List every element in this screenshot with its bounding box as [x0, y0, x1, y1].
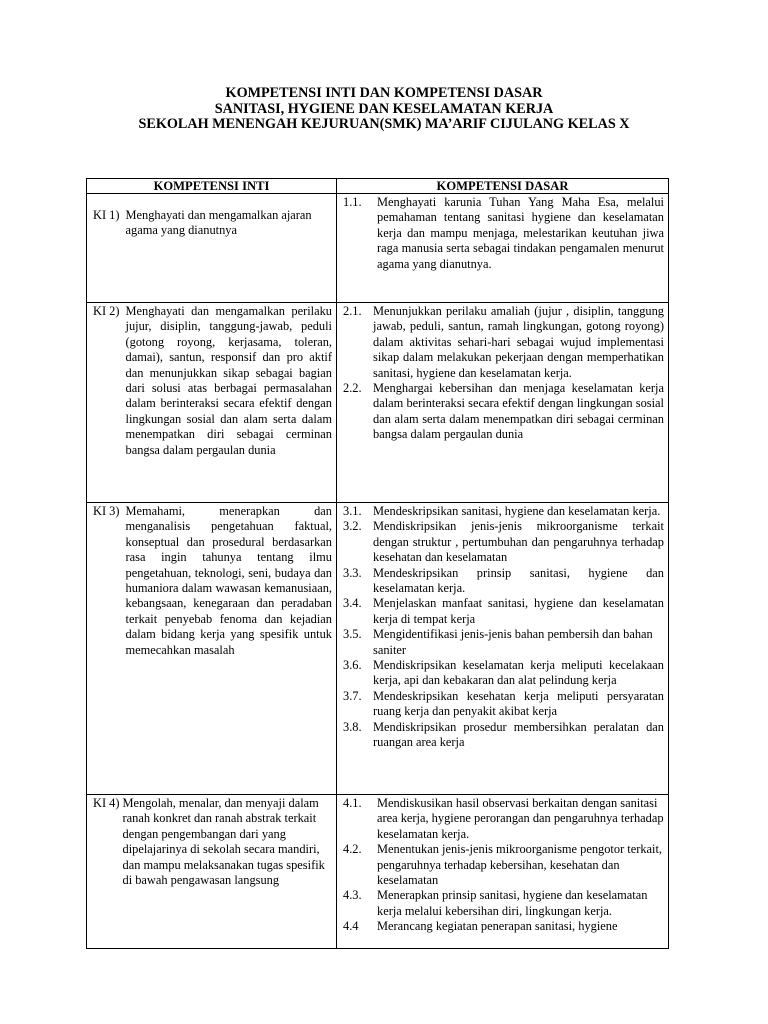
header-kompetensi-dasar: KOMPETENSI DASAR [337, 179, 669, 194]
title-line-3: SEKOLAH MENENGAH KEJURUAN(SMK) MA’ARIF CIJULANG KELAS X [138, 116, 630, 132]
ki-text: Mengolah, menalar, dan menyaji dalam ranah konkret dan ranah abstrak terkait dengan pengembangan dari yang dipelajarinya di sekolah secara mandiri, dan mampu melaksanakan tugas spesifik di bawah pengawasan langsung [122, 796, 325, 888]
kd-item [343, 381, 664, 443]
kd-number: 4.3. [343, 888, 362, 903]
kd-cell [337, 795, 669, 949]
kd-item [343, 566, 664, 597]
ki-cell [87, 795, 337, 949]
ki-cell [87, 303, 337, 503]
kd-text: Menunjukkan perilaku amaliah (jujur , disiplin, tanggung jawab, peduli, santun, ramah lingkungan, gotong royong) dalam aktivitas sehari-hari sebagai wujud implementasi sikap dalam melakukan pekerjaan dengan memperhatikan sanitasi, hygiene dan keselamatan kerja. [373, 304, 664, 380]
table-header-row [87, 179, 669, 194]
kd-text: Merancang kegiatan penerapan sanitasi, hygiene [377, 919, 618, 934]
kd-item [343, 304, 664, 381]
kd-number: 4.2. [343, 842, 362, 857]
kd-text: Mendiskripsikan prosedur membersihkan peralatan dan ruangan area kerja [373, 719, 664, 750]
table-row [87, 303, 669, 503]
title-line-2: SANITASI, HYGIENE DAN KESELAMATAN KERJA [214, 100, 554, 117]
kd-text: Mendiskripsikan keselamatan kerja meliputi kecelakaan kerja, api dan kebakaran dan alat pelindung kerja [373, 658, 664, 688]
table-row [87, 795, 669, 949]
kd-number: 3.6. [343, 658, 362, 673]
kd-text: Mendeskripsikan kesehatan kerja meliputi persyaratan ruang kerja dan penyakit akibat kerja [373, 688, 664, 719]
kd-text: Menerapkan prinsip sanitasi, hygiene dan keselamatan kerja melalui kebersihan diri, lingkungan kerja. [377, 888, 648, 918]
kd-number: 3.4. [343, 596, 362, 611]
kd-text: Menjelaskan manfaat sanitasi, hygiene dan keselamatan kerja di tempat kerja [373, 596, 664, 626]
kd-text: Menentukan jenis-jenis mikroorganisme pengotor terkait, pengaruhnya terhadap kebersihan, kesehatan dan keselamatan [377, 842, 663, 888]
kd-number: 3.2. [343, 519, 362, 534]
kd-item [343, 796, 664, 842]
kd-number: 3.3. [343, 565, 362, 580]
kd-number: 4.1. [343, 796, 362, 810]
kd-number: 1.1. [343, 195, 362, 209]
kd-item [343, 504, 664, 519]
ki-text: Memahami, menerapkan dan menganalisis pengetahuan faktual, konseptual dan prosedural berdasarkan rasa ingin tahunya tentang ilmu pengetahuan, teknologi, seni, budaya dan humaniora dalam wawasan kemanusiaan, kebangsaan, kenegaraan dan peradaban terkait penyebab fenoma dan kejadian dalam bidang kerja yang spesifik untuk memecahkan masalah [125, 504, 332, 657]
kd-item [343, 627, 664, 658]
kd-number: 2.1. [343, 304, 362, 318]
kd-item [343, 720, 664, 751]
kd-text: Menghargai kebersihan dan menjaga keselamatan kerja dalam berinteraksi secara efektif dengan lingkungan sosial dan alam serta dalam menempatkan diri sebagai cerminan bangsa dalam pergaulan dunia [373, 381, 664, 442]
kd-text: Mendeskripsikan sanitasi, hygiene dan keselamatan kerja. [373, 504, 661, 518]
ki-number: KI 3) [93, 504, 120, 518]
title-line-1: KOMPETENSI INTI DAN KOMPETENSI DASAR [225, 85, 543, 101]
kd-text: Menghayati karunia Tuhan Yang Maha Esa, melalui pemahaman tentang sanitasi hygiene dan keselamatan kerja dan mampu menjaga, melestarikan keutuhan jiwa raga manusia serta sebagai tindakan pengamalen menurut agama yang dianutnya. [377, 195, 664, 271]
header-kompetensi-inti: KOMPETENSI INTI [87, 179, 337, 194]
kd-item [343, 658, 664, 689]
kd-text: Mendiskripsikan jenis-jenis mikroorganisme terkait dengan struktur , pertumbuhan dan pengaruhnya terhadap kesehatan dan keselamatan [373, 519, 664, 565]
table-row [87, 503, 669, 795]
table-row [87, 194, 669, 303]
ki-number: KI 1) [93, 208, 120, 222]
kd-cell [337, 303, 669, 503]
kd-item [343, 919, 664, 934]
ki-cell [87, 194, 337, 303]
ki-text: Menghayati dan mengamalkan perilaku jujur, disiplin, tanggung-jawab, peduli (gotong royong, kerjasama, toleran, damai), santun, responsif dan pro aktif dan menunjukkan sikap sebagai bagian dari solusi atas berbagai permasalahan dalam berinteraksi secara efektif dengan lingkungan sosial dan alam serta dalam menempatkan diri sebagai cerminan bangsa dalam pergaulan dunia [125, 304, 332, 457]
kd-cell [337, 194, 669, 303]
kd-number: 3.1. [343, 504, 362, 518]
kd-number: 2.2. [343, 381, 362, 396]
kd-number: 3.7. [343, 688, 362, 703]
kd-item [343, 689, 664, 720]
kd-item [343, 596, 664, 627]
kd-number: 3.8. [343, 719, 362, 734]
kd-item [343, 519, 664, 565]
ki-cell [87, 503, 337, 795]
kd-text: Mengidentifikasi jenis-jenis bahan pembersih dan bahan saniter [373, 627, 653, 657]
competency-table [86, 178, 669, 949]
ki-text: Menghayati dan mengamalkan ajaran agama yang dianutnya [125, 208, 312, 238]
kd-item [343, 888, 664, 919]
ki-number: KI 4) [93, 796, 120, 810]
kd-item [343, 195, 664, 272]
kd-text: Mendeskripsikan prinsip sanitasi, hygiene dan keselamatan kerja. [373, 565, 664, 596]
kd-item [343, 842, 664, 888]
kd-cell [337, 503, 669, 795]
kd-text: Mendiskusikan hasil observasi berkaitan dengan sanitasi area kerja, hygiene perorangan dan pengaruhnya terhadap keselamatan kerja. [377, 796, 664, 841]
document-title [0, 86, 768, 133]
kd-number: 4.4 [343, 919, 359, 934]
kd-number: 3.5. [343, 627, 362, 642]
ki-number: KI 2) [93, 304, 120, 318]
